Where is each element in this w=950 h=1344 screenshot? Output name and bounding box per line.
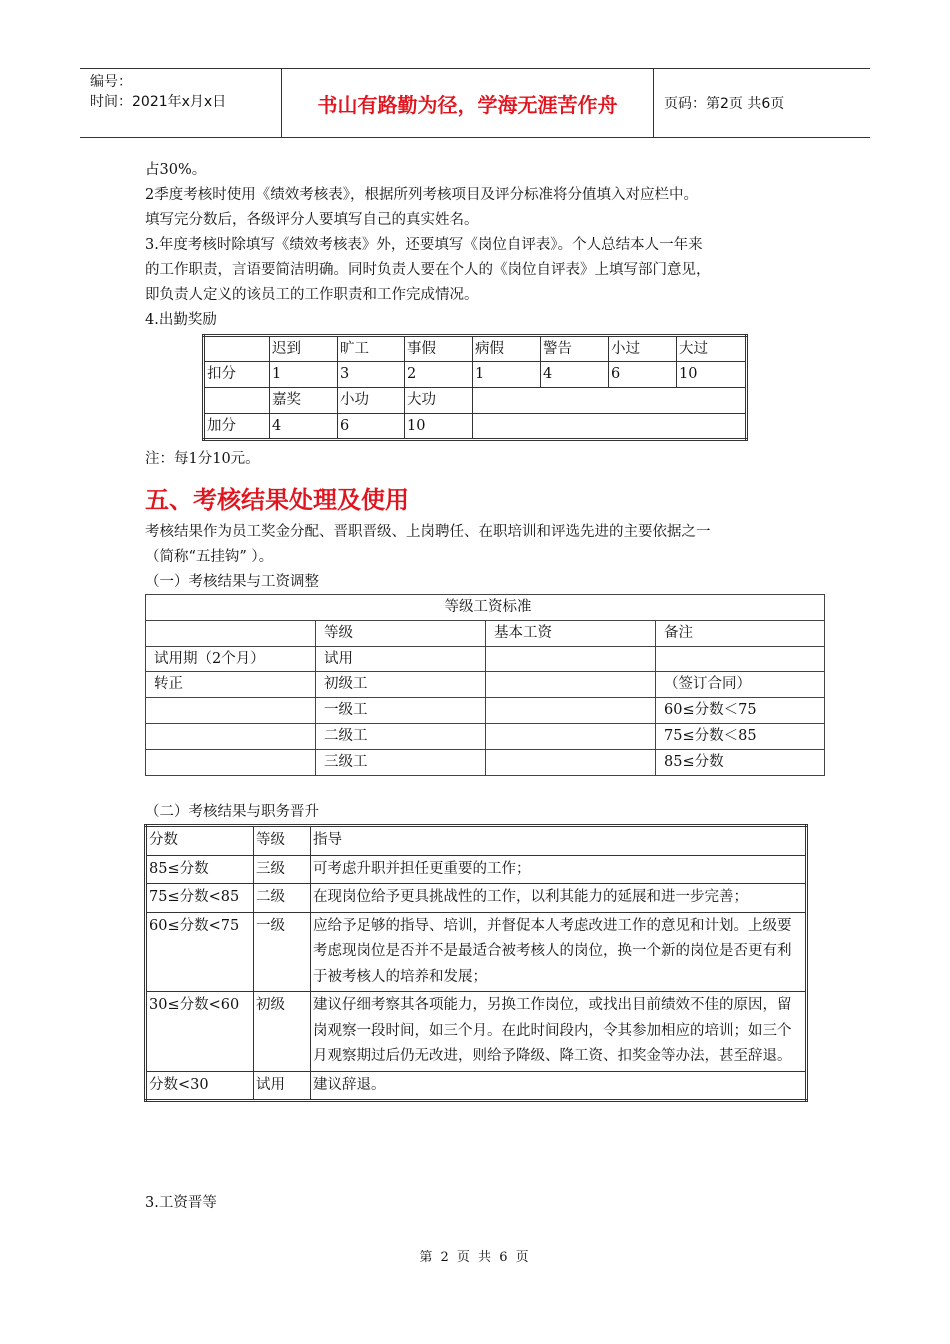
paragraph-line: 的工作职责，言语要简洁明确。同时负责人要在个人的《岗位自评表》上填写部门意见，	[145, 262, 711, 278]
section-intro-line: （简称“五挂钩” ）。	[145, 549, 274, 565]
table-cell: 4	[270, 414, 338, 440]
table-row	[146, 672, 825, 698]
time-label: 时间：2021年x月x日	[90, 94, 227, 110]
table-row	[146, 1071, 807, 1101]
header-motto: 书山有路勤为径，学海无涯苦作舟	[282, 69, 654, 137]
table-cell: 试用期（2个月）	[146, 646, 316, 672]
subsection-title: （一）考核结果与工资调整	[145, 574, 319, 590]
table-header-cell: 等级	[316, 620, 486, 646]
paragraph-line: 占30%。	[145, 162, 207, 178]
table-cell: 1	[270, 362, 338, 388]
table-cell: 10	[405, 414, 473, 440]
table-cell: 加分	[204, 414, 270, 440]
table-cell: 转正	[146, 672, 316, 698]
table-cell: 旷工	[338, 336, 405, 362]
table-cell: 一级	[254, 912, 311, 992]
table-cell: 10	[677, 362, 747, 388]
attendance-table	[202, 334, 748, 441]
table-cell: 嘉奖	[270, 388, 338, 414]
page-footer: 第 2 页 共 6 页	[419, 1250, 531, 1265]
table-row	[204, 388, 747, 414]
promotion-table	[144, 824, 808, 1102]
table-cell: 85≤分数	[146, 855, 254, 884]
table-cell: 3	[338, 362, 405, 388]
table-cell: 85≤分数	[656, 749, 825, 775]
table-header-cell: 等级	[254, 826, 311, 856]
table-cell	[146, 698, 316, 724]
table-row	[204, 336, 747, 362]
table-cell	[486, 723, 656, 749]
header-page-info: 页码：第2页 共6页	[664, 96, 785, 112]
table-cell	[486, 672, 656, 698]
table-row	[146, 698, 825, 724]
table-cell: 建议辞退。	[311, 1071, 807, 1101]
table-cell	[656, 646, 825, 672]
table-cell	[486, 698, 656, 724]
table-cell: 大过	[677, 336, 747, 362]
table-cell: 可考虑升职并担任更重要的工作；	[311, 855, 807, 884]
table-cell	[486, 646, 656, 672]
table-header-cell: 基本工资	[486, 620, 656, 646]
table-cell	[486, 749, 656, 775]
table-header-cell: 备注	[656, 620, 825, 646]
table-cell	[204, 388, 270, 414]
table-cell: 4	[541, 362, 609, 388]
table-row	[146, 620, 825, 646]
table-cell: 试用	[316, 646, 486, 672]
table-row	[146, 646, 825, 672]
page-header	[80, 68, 870, 138]
table-cell: 6	[338, 414, 405, 440]
header-left	[80, 69, 282, 137]
table-cell: 应给予足够的指导、培训，并督促本人考虑改进工作的意见和计划。上级要考虑现岗位是否并不是最适合被考核人的岗位，换一个新的岗位是否更有利于被考核人的培养和发展；	[311, 912, 807, 992]
table-cell: 二级	[254, 884, 311, 913]
paragraph-line: 3.工资晋等	[145, 1195, 217, 1211]
table-cell-empty	[473, 388, 747, 414]
number-label: 编号：	[90, 74, 132, 90]
table-cell-empty	[473, 414, 747, 440]
table-header-cell: 分数	[146, 826, 254, 856]
table-row	[204, 414, 747, 440]
table-cell: 大功	[405, 388, 473, 414]
table-row	[146, 884, 807, 913]
table-cell: 6	[609, 362, 677, 388]
table-cell: （签订合同）	[656, 672, 825, 698]
table-cell	[146, 723, 316, 749]
table-row	[146, 749, 825, 775]
table-cell: 初级	[254, 992, 311, 1072]
table-row	[146, 595, 825, 621]
table-cell: 迟到	[270, 336, 338, 362]
table-cell: 75≤分数＜85	[656, 723, 825, 749]
table-cell: 60≤分数＜75	[656, 698, 825, 724]
table-cell	[204, 336, 270, 362]
table-cell: 建议仔细考察其各项能力，另换工作岗位，或找出目前绩效不佳的原因，留岗观察一段时间，如三个月。在此时间段内，令其参加相应的培训；如三个月观察期过后仍无改进，则给予降级、降工资、扣奖金等办法，甚至辞退。	[311, 992, 807, 1072]
table-header-cell	[146, 620, 316, 646]
table-cell: 事假	[405, 336, 473, 362]
table-cell: 二级工	[316, 723, 486, 749]
salary-table	[145, 594, 825, 776]
paragraph-line: 即负责人定义的该员工的工作职责和工作完成情况。	[145, 287, 479, 303]
paragraph-line: 2季度考核时使用《绩效考核表》，根据所列考核项目及评分标准将分值填入对应栏中。	[145, 187, 698, 203]
section-title: 五、考核结果处理及使用	[145, 486, 409, 514]
table-cell: 病假	[473, 336, 541, 362]
table-row	[146, 992, 807, 1072]
table-title: 等级工资标准	[146, 595, 825, 621]
paragraph-line: 填写完分数后，各级评分人要填写自己的真实姓名。	[145, 212, 479, 228]
table-cell: 2	[405, 362, 473, 388]
table-cell: 75≤分数<85	[146, 884, 254, 913]
table-cell: 小功	[338, 388, 405, 414]
table-cell: 试用	[254, 1071, 311, 1101]
table-header-cell: 指导	[311, 826, 807, 856]
table-cell: 小过	[609, 336, 677, 362]
table-cell: 1	[473, 362, 541, 388]
table-cell: 在现岗位给予更具挑战性的工作，以利其能力的延展和进一步完善；	[311, 884, 807, 913]
table-cell: 警告	[541, 336, 609, 362]
note-text: 注：每1分10元。	[145, 451, 260, 467]
paragraph-line: 3.年度考核时除填写《绩效考核表》外，还要填写《岗位自评表》。个人总结本人一年来	[145, 237, 703, 253]
paragraph-line: 4.出勤奖励	[145, 312, 217, 328]
table-row	[204, 362, 747, 388]
table-row	[146, 912, 807, 992]
table-cell: 一级工	[316, 698, 486, 724]
table-row	[146, 723, 825, 749]
table-cell: 三级工	[316, 749, 486, 775]
table-row	[146, 826, 807, 856]
section-intro-line: 考核结果作为员工奖金分配、晋职晋级、上岗聘任、在职培训和评选先进的主要依据之一	[145, 524, 711, 540]
subsection-title: （二）考核结果与职务晋升	[145, 804, 319, 820]
table-cell: 扣分	[204, 362, 270, 388]
table-cell: 初级工	[316, 672, 486, 698]
table-cell	[146, 749, 316, 775]
table-cell: 60≤分数<75	[146, 912, 254, 992]
table-cell: 分数<30	[146, 1071, 254, 1101]
table-cell: 30≤分数<60	[146, 992, 254, 1072]
table-cell: 三级	[254, 855, 311, 884]
table-row	[146, 855, 807, 884]
